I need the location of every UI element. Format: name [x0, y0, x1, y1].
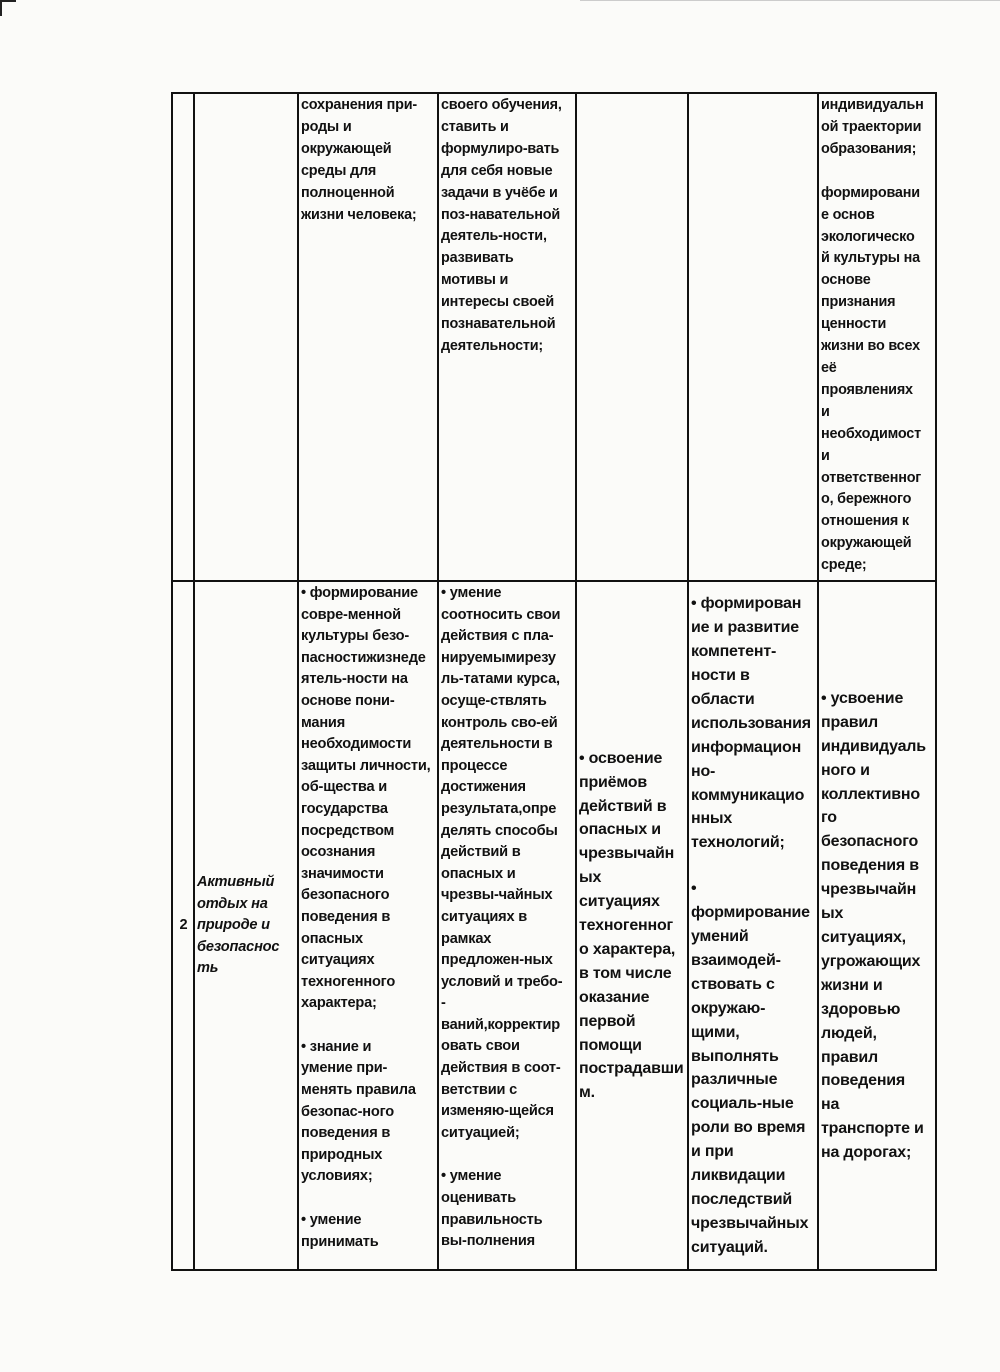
row-number: 2: [179, 917, 188, 934]
topic-cell: [194, 581, 298, 1270]
table-row: [172, 93, 936, 581]
row-number-cell: [172, 93, 194, 581]
outcome-text: индивидуальн ой траектории образования;: [821, 97, 924, 157]
personal-results-cell: [298, 93, 438, 581]
competence-text: • формирование умений взаимодей- ствовать с окружаю- щими, выполнять различные социаль-ные роли во время и при ликвидации последствий чрезвычайных ситуаций.: [691, 880, 810, 1256]
scan-edge-line: [580, 0, 1000, 1]
personal-results-text: сохранения при- роды и окружающей среды для полноценной жизни человека;: [301, 97, 417, 223]
subject-results-cell: [576, 581, 688, 1270]
subject-results-text: • освоение приёмов действий в опасных и чрезвычайн ых ситуациях техногенног о характера, в том числе оказание первой помощи пострадавши м.: [579, 749, 684, 1102]
competence-cell: [688, 581, 818, 1270]
outcome-cell: [818, 93, 936, 581]
row-number-cell: [172, 581, 194, 1270]
metasubject-results-text: • умение оценивать правильность вы-полнения: [441, 1168, 543, 1250]
metasubject-results-text: своего обучения, ставить и формулиро-вать для себя новые задачи в учёбе и поз-навательной деятель-ности, развивать мотивы и интересы своей познавательной деятельности;: [441, 97, 562, 354]
table-row: [172, 581, 936, 1270]
personal-results-cell: [298, 581, 438, 1270]
metasubject-results-cell: [438, 93, 576, 581]
personal-results-text: • знание и умение при- менять правила безопас-ного поведения в природных условиях;: [301, 1038, 416, 1185]
competence-text: • формирован ие и развитие компетент- ности в области использования информацион но- коммуникацио нных технологий;: [691, 595, 811, 852]
personal-results-text: • умение принимать: [301, 1212, 379, 1250]
subject-results-cell: [576, 93, 688, 581]
curriculum-table: [171, 92, 937, 1271]
topic-cell: [194, 93, 298, 581]
metasubject-results-cell: [438, 581, 576, 1270]
personal-results-text: • формирование совре-менной культуры безо- пасностижизнеде ятель-ности на основе пони- мания необходимости защиты личности, об-щества и государства посредством осознания значимости безопасного поведения в опасных ситуациях техногенного характера;: [301, 585, 431, 1012]
competence-cell: [688, 93, 818, 581]
outcome-text: формировани е основ экологическо й культуры на основе признания ценности жизни во всех её проявлениях и необходимост и ответственног о, бережного отношения к окружающей среде;: [821, 184, 922, 574]
metasubject-results-text: • умение соотносить свои действия с пла- нируемымирезу ль-татами курса, осуще-ствлять контроль сво-ей деятельности в процессе достижения результата,опре делять способы действий в опасных и чрезвы-чайных ситуациях в рамках предложен-ных условий и требо- - ваний,корректир овать свои действия в соот- ветствии с изменяю-щейся ситуацией;: [441, 585, 563, 1141]
outcome-cell: [818, 581, 936, 1270]
topic-title: Активный отдых на природе и безопаснос ть: [197, 874, 280, 977]
scan-corner-mark: [0, 0, 16, 16]
outcome-text: • усвоение правил индивидуаль ного и коллективно го безопасного поведения в чрезвычайн ых ситуациях, угрожающих жизни и здоровью людей, правил поведения на транспорте и на дорогах;: [821, 689, 926, 1162]
